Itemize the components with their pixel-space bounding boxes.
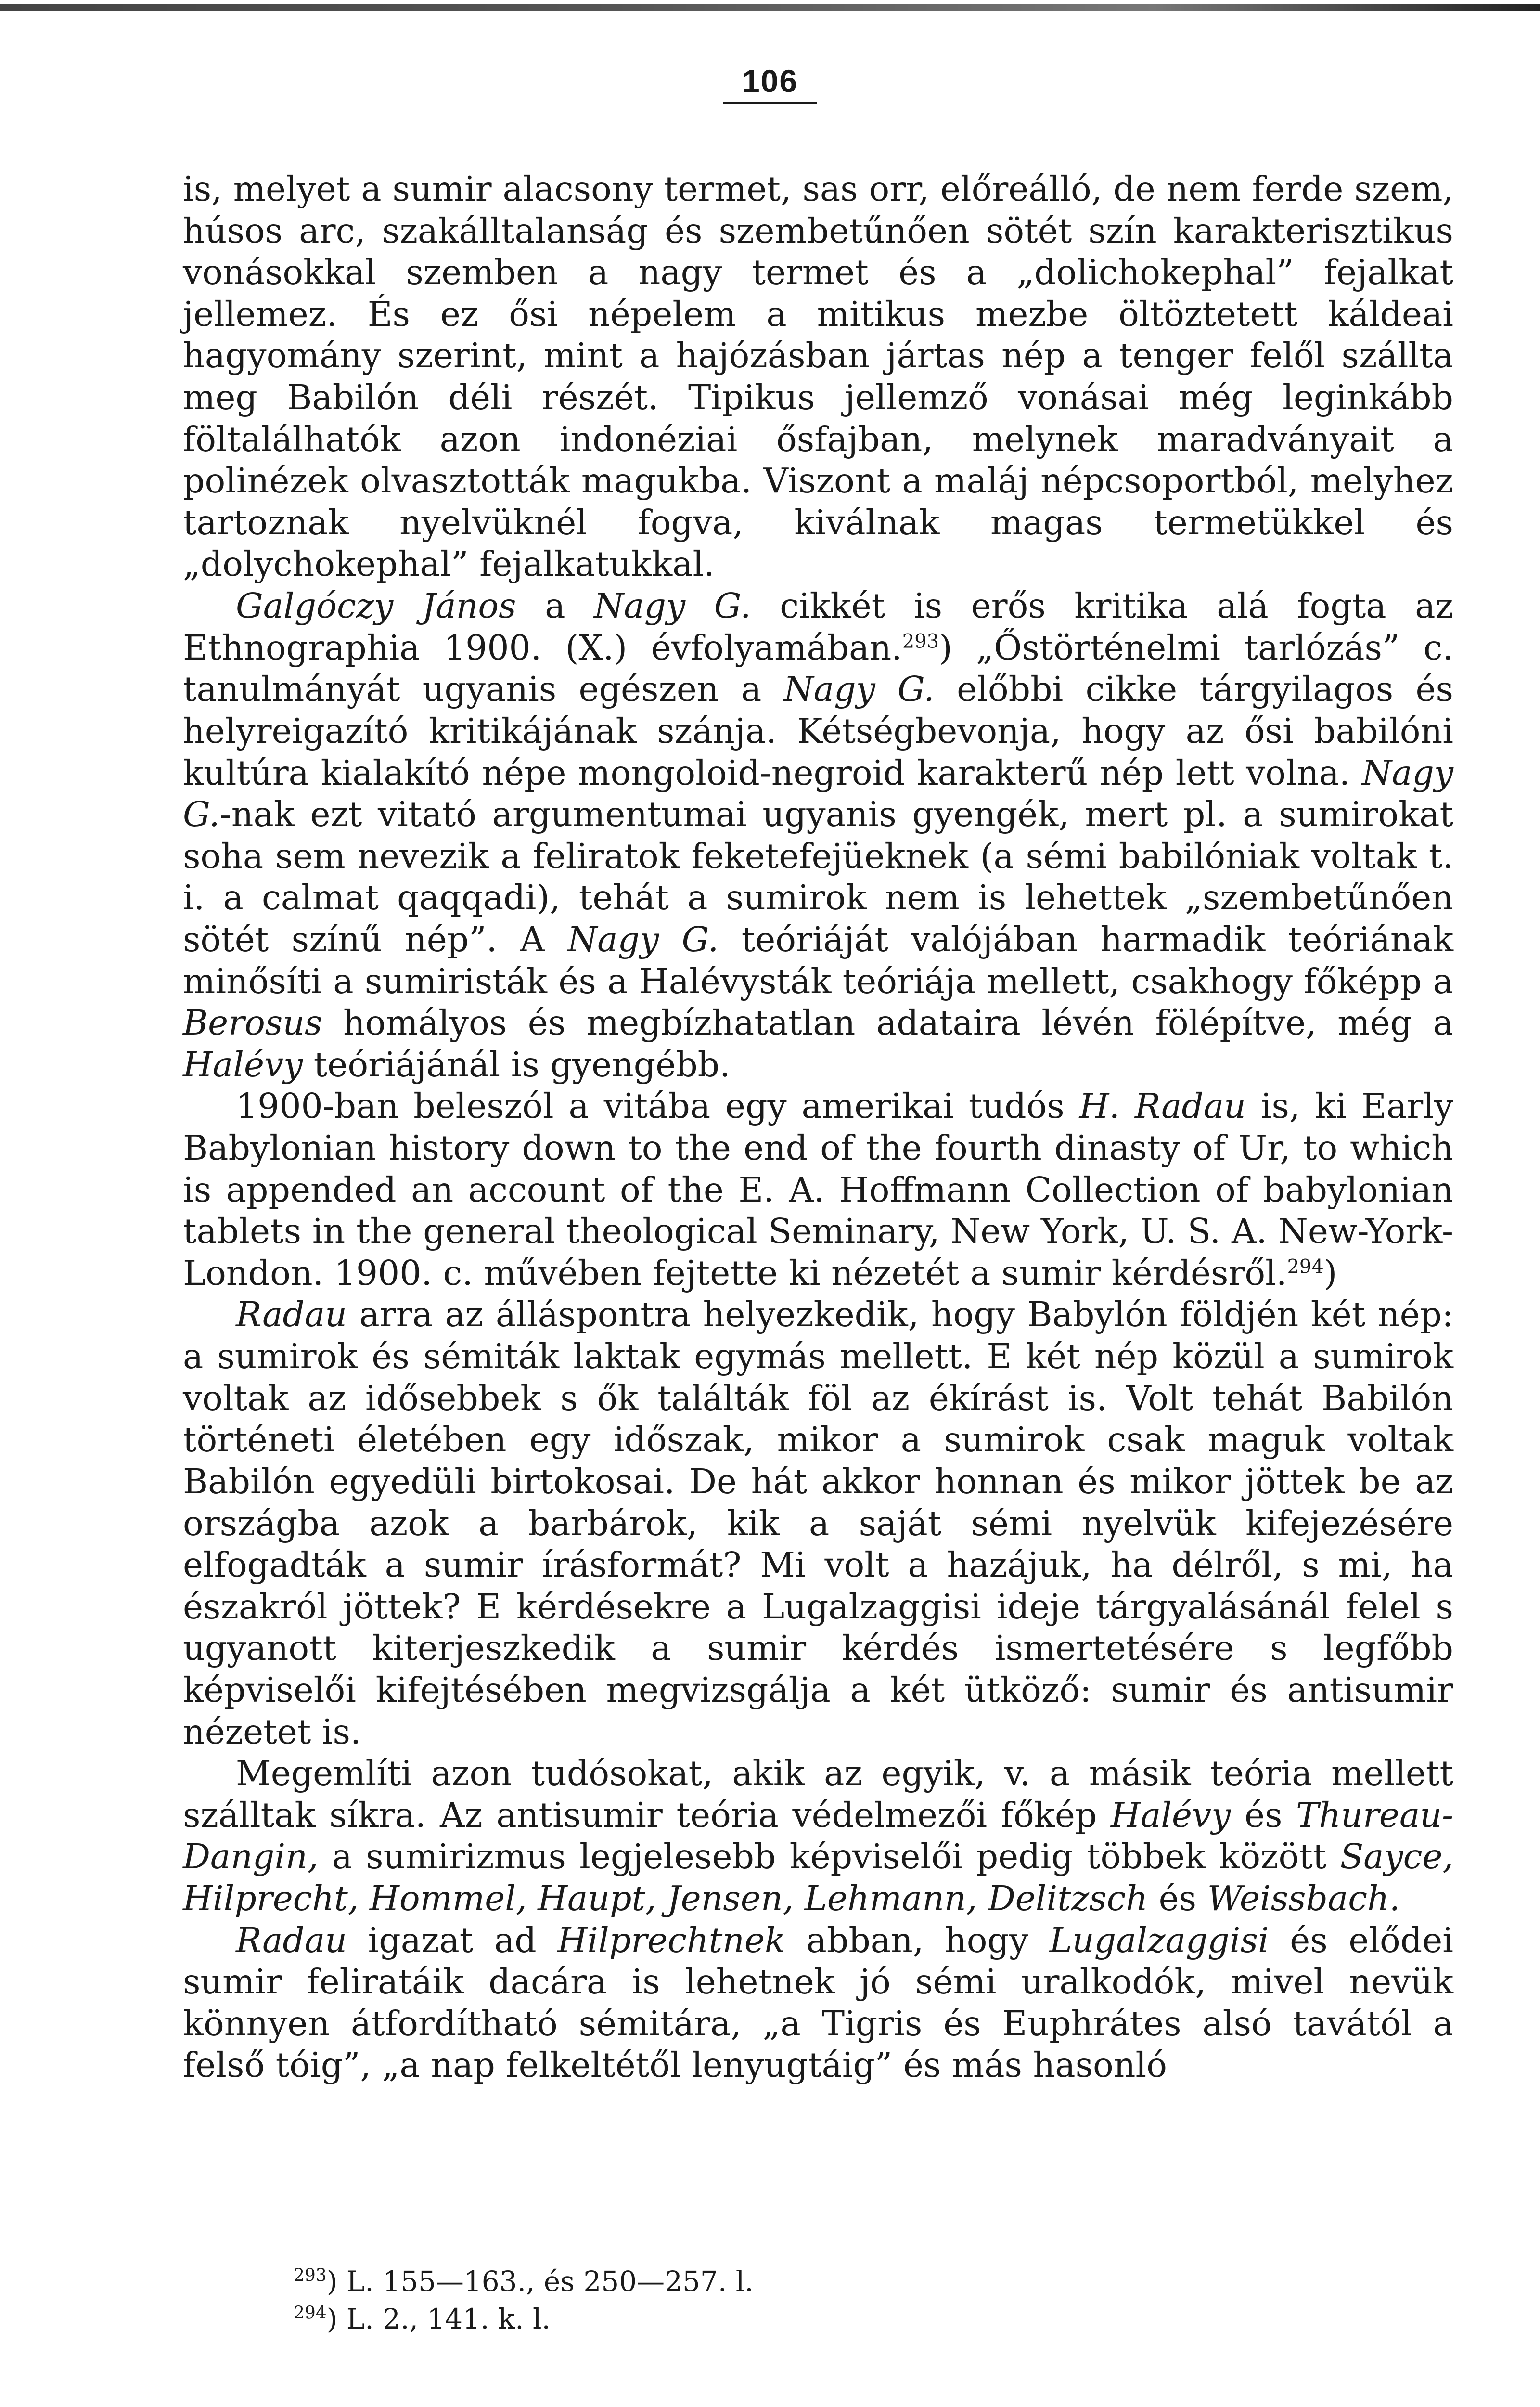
italic-name: Hilprechtnek <box>557 1920 785 1960</box>
page-number <box>0 63 1540 104</box>
paragraph <box>183 1753 1453 1919</box>
text-run: abban, hogy <box>785 1920 1050 1960</box>
text-run: 1900-ban beleszól a vitába egy amerikai tudós <box>236 1086 1079 1126</box>
text-run: ) „Őstörténelmi tarlózás” c. tanulmányát ugyanis egészen a <box>183 627 1453 710</box>
footnote-text: ) L. 155—163., és 250—257. l. <box>326 2265 754 2298</box>
text-run: -nak ezt vitató argumentumai ugyanis gyengék, mert pl. a sumirokat soha sem nevezik a feliratok feketefejüeknek (a sémi babilóniak voltak t. i. a calmat qaqqadi), tehát a sumirok nem is lehettek „szembetűnően sötét színű nép”. A <box>183 794 1453 959</box>
italic-name: Halévy <box>183 1044 303 1085</box>
top-border-rule <box>0 4 1540 11</box>
text-run: teóriáját valójában harmadik teóriának minősíti a sumiristák és a Halévysták teóriája mellett, csakhogy főképp a <box>183 919 1453 1001</box>
italic-name: Nagy G. <box>594 586 751 626</box>
italic-name: Galgóczy János <box>236 586 516 626</box>
text-run: és <box>1148 1878 1207 1918</box>
text-run: igazat ad <box>346 1920 558 1960</box>
text-run: a <box>516 586 594 626</box>
footnote-line <box>183 2300 1453 2338</box>
italic-name: Berosus <box>183 1003 322 1043</box>
text-run: és elődei sumir feliratáik dacára is lehetnek jó sémi uralkodók, mivel nevük könnyen átfordítható sémitára, „a Tigris és Euphrátes alsó tavától a felső tóig”, „a nap felkeltétől lenyugtáig” és más hasonló <box>183 1920 1453 2085</box>
text-run: is, ki Early Babylonian history down to the end of the fourth dinasty of Ur, to which is appended an account of the E. A. Hoffmann Collection of babylonian tablets in the general theological Seminary, New York, U. S. A. New-York-London. 1900. c. művében fejtette ki nézetét a sumir kérdésről. <box>183 1086 1453 1293</box>
italic-name: Halévy <box>1111 1795 1231 1835</box>
text-run: a sumirizmus legjelesebb képviselői pedig többek között <box>318 1837 1340 1877</box>
italic-name: Sayce, Hilprecht, Hommel, Haupt, Jensen, Lehmann, Delitzsch <box>183 1837 1453 1918</box>
footnote-mark: 294 <box>294 2303 327 2323</box>
text-run: és <box>1231 1795 1296 1835</box>
text-run: Megemlíti azon tudósokat, akik az egyik, v. a másik teória mellett szálltak síkra. Az antisumir teória védelmezői főkép <box>183 1753 1453 1835</box>
text-run: ) <box>1323 1253 1337 1293</box>
footnote-text: ) L. 2., 141. k. l. <box>326 2303 551 2336</box>
paragraph <box>183 168 1453 585</box>
footnote-line <box>183 2263 1453 2300</box>
text-run: homályos és megbízhatatlan adataira lévén fölépítve, még a <box>322 1003 1453 1043</box>
text-run: előbbi cikke tárgyilagos és helyreigazító kritikájának szánja. Kétségbevonja, hogy az ősi babilóni kultúra kialakító népe mongoloid-negroid karakterű nép lett volna. <box>183 669 1453 793</box>
italic-name: Lugalzaggisi <box>1049 1920 1269 1960</box>
italic-name: Nagy G. <box>783 669 935 710</box>
italic-name: Nagy G. <box>567 919 719 959</box>
italic-name: Nagy G. <box>183 752 1453 835</box>
footnote-reference: 293 <box>902 630 939 653</box>
text-run: is, melyet a sumir alacsony termet, sas orr, előreálló, de nem ferde szem, húsos arc, szakálltalanság és szembetűnően sötét szín karakterisztikus vonásokkal szemben a nagy termet és a „dolichokephal” fejalkat jellemez. És ez ősi népelem a mitikus mezbe öltöztetett káldeai hagyomány szerint, mint a hajózásban jártas nép a tenger felől szállta meg Babilón déli részét. Tipikus jellemző vonásai még leginkább föltalálhatók azon indonéziai ősfajban, melynek maradványait a polinézek olvasztották magukba. Viszont a maláj népcsoportból, melyhez tartoznak nyelvüknél fogva, kiválnak magas termetükkel és „dolychokephal” fejalkatukkal. <box>183 169 1453 584</box>
italic-name: Radau <box>236 1294 347 1335</box>
main-text-body <box>183 168 1453 2086</box>
footnote-mark: 293 <box>294 2265 327 2286</box>
footnote-reference: 294 <box>1287 1255 1324 1278</box>
paragraph <box>183 1294 1453 1753</box>
paragraph <box>183 1086 1453 1294</box>
text-run: cikkét is erős kritika alá fogta az Ethnographia 1900. (X.) évfolyamában. <box>183 586 1453 668</box>
footnotes <box>183 2263 1453 2338</box>
text-run: arra az álláspontra helyezkedik, hogy Babylón földjén két nép: a sumirok és sémiták laktak egymás mellett. E két nép közül a sumirok voltak az idősebbek s ők találták föl az ékírást is. Volt tehát Babilón történeti életében egy időszak, mikor a sumirok csak maguk voltak Babilón egyedüli birtokosai. De hát akkor honnan és mikor jöttek be az országba azok a barbárok, kik a saját sémi nyelvük kifejezésére elfogadták a sumir írásformát? Mi volt a hazájuk, ha délről, s mi, ha északról jöttek? E kérdésekre a Lugalzaggisi ideje tárgyalásánál felel s ugyanott kiterjeszkedik a sumir kérdés ismertetésére s legfőbb képviselői kifejtésében megvizsgálja a két ütköző: sumir és antisumir nézetet is. <box>183 1294 1453 1752</box>
paragraph <box>183 585 1453 1086</box>
page-number-text: 106 <box>723 63 817 104</box>
text-run: teóriájánál is gyengébb. <box>303 1044 731 1085</box>
italic-name: Weissbach. <box>1207 1878 1400 1918</box>
italic-name: Thureau-Dangin, <box>183 1795 1453 1877</box>
italic-name: H. Radau <box>1079 1086 1246 1126</box>
italic-name: Radau <box>236 1920 347 1960</box>
paragraph <box>183 1920 1453 2086</box>
